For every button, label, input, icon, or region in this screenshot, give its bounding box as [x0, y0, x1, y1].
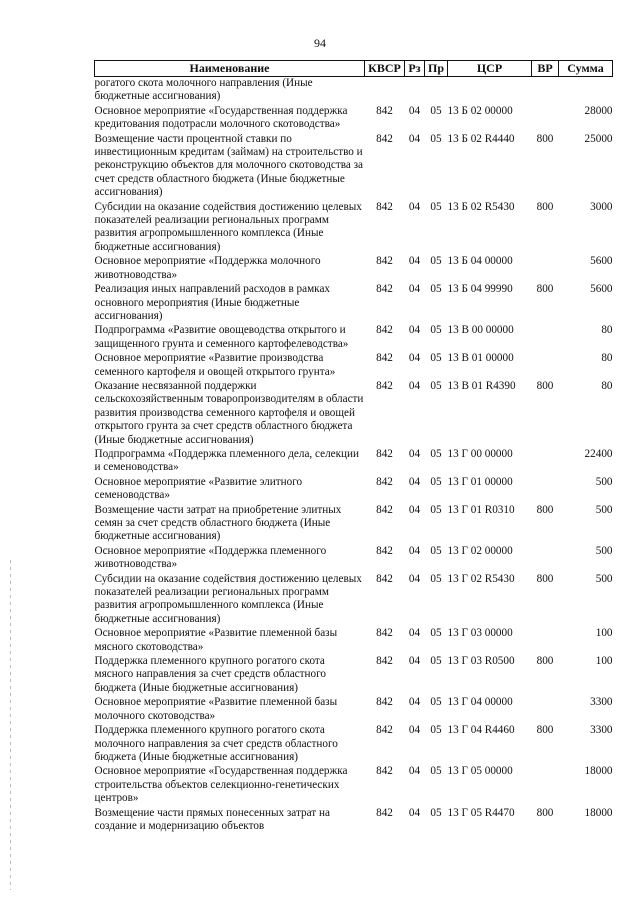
- cell-sum: 3000: [590, 200, 613, 213]
- table-row: [95, 807, 613, 835]
- cell-name: Подпрограмма «Развитие овощеводства открытого и защищенного грунта и семенного картофелеводства»: [94, 324, 349, 350]
- header-kvsr: КВСР: [365, 61, 405, 77]
- cell-kvsr: 842: [376, 200, 393, 213]
- cell-kvsr: 842: [376, 627, 393, 640]
- cell-rz: 04: [408, 352, 421, 365]
- cell-sum: 100: [595, 655, 613, 668]
- cell-vr: [532, 77, 559, 105]
- cell-pr: 05: [430, 200, 442, 213]
- cell-csr: 13 Г 02 00000: [447, 544, 513, 557]
- cell-vr: [532, 324, 559, 352]
- cell-vr: [532, 545, 559, 573]
- cell-rz: 04: [408, 572, 421, 585]
- table-row: [95, 476, 613, 504]
- cell-name: Основное мероприятие «Государственная поддержка строительства объектов селекционно-генетических центров»: [94, 765, 348, 805]
- cell-rz: 04: [408, 544, 421, 557]
- cell-csr: 13 Г 00 00000: [447, 447, 513, 460]
- cell-name: Возмещение части затрат на приобретение элитных семян за счет средств областного бюджета (Иные бюджетные ассигнования): [94, 503, 342, 543]
- cell-pr: 05: [430, 806, 442, 819]
- cell-sum: 22400: [584, 447, 613, 460]
- cell-rz: 04: [408, 447, 421, 460]
- cell-kvsr: 842: [376, 544, 393, 557]
- header-sum: Сумма: [559, 61, 613, 77]
- cell-vr: 800: [536, 655, 554, 668]
- table-row: [95, 255, 613, 283]
- cell-kvsr: 842: [376, 255, 393, 268]
- cell-pr: 05: [430, 447, 442, 460]
- cell-rz: 04: [408, 655, 421, 668]
- cell-vr: [532, 105, 559, 133]
- cell-rz: 04: [408, 200, 421, 213]
- cell-kvsr: 842: [376, 806, 393, 819]
- table-row: [95, 105, 613, 133]
- cell-kvsr: 842: [376, 324, 393, 337]
- cell-vr: [532, 627, 559, 655]
- cell-sum: 80: [601, 324, 613, 337]
- cell-sum: 25000: [584, 132, 613, 145]
- cell-sum: 500: [595, 475, 613, 488]
- cell-name: Основное мероприятие «Поддержка племенного животноводства»: [94, 544, 327, 571]
- table-row: [95, 724, 613, 765]
- cell-csr: 13 Г 05 00000: [447, 765, 513, 778]
- cell-csr: 13 Б 04 00000: [447, 255, 513, 268]
- cell-csr: 13 Б 02 R4440: [447, 132, 515, 145]
- cell-csr: 13 Б 04 99990: [447, 283, 513, 296]
- table-row: [95, 655, 613, 696]
- cell-csr: 13 Б 02 R5430: [447, 200, 515, 213]
- cell-csr: 13 В 01 R4390: [447, 379, 516, 392]
- cell-csr: 13 Г 04 R4460: [447, 724, 515, 737]
- cell-rz: 04: [408, 132, 421, 145]
- cell-name: Оказание несвязанной поддержки сельскохозяйственным товаропроизводителям в области развития производства семенного картофеля и овощей открытого грунта за счет средств областного бюджета (Иные бюджетные ассигнования): [94, 379, 364, 446]
- table-row: [95, 324, 613, 352]
- cell-kvsr: 842: [376, 572, 393, 585]
- cell-vr: [532, 696, 559, 724]
- table-header-row: [95, 61, 613, 77]
- cell-name: Основное мероприятие «Поддержка молочного животноводства»: [94, 255, 321, 281]
- cell-sum: 500: [595, 503, 613, 516]
- cell-kvsr: 842: [376, 447, 393, 460]
- cell-kvsr: 842: [376, 696, 393, 709]
- table-row: [95, 352, 613, 380]
- cell-kvsr: [365, 77, 405, 105]
- table-row: [95, 504, 613, 545]
- cell-vr: [532, 352, 559, 380]
- cell-sum: 80: [601, 379, 613, 392]
- scan-edge-mark: [10, 560, 11, 890]
- cell-sum: 5600: [590, 255, 613, 268]
- cell-name: Основное мероприятие «Развитие производства семенного картофеля и овощей открытого грунта»: [94, 352, 336, 378]
- cell-name: Подпрограмма «Поддержка племенного дела, селекции и семеноводства»: [94, 447, 360, 474]
- cell-csr: [448, 77, 532, 105]
- budget-table: [94, 60, 613, 834]
- cell-pr: 05: [430, 255, 442, 268]
- cell-pr: 05: [430, 572, 442, 585]
- header-vr: ВР: [532, 61, 559, 77]
- table-body: [95, 77, 613, 835]
- cell-csr: 13 Г 01 00000: [447, 475, 513, 488]
- cell-sum: 3300: [590, 724, 613, 737]
- cell-kvsr: 842: [376, 503, 393, 516]
- header-rz: Рз: [405, 61, 425, 77]
- cell-pr: 05: [430, 104, 442, 117]
- cell-rz: 04: [408, 806, 421, 819]
- cell-vr: 800: [536, 806, 554, 819]
- cell-vr: 800: [536, 132, 554, 145]
- cell-csr: 13 Г 01 R0310: [447, 503, 515, 516]
- header-name: Наименование: [95, 61, 365, 77]
- cell-pr: 05: [430, 283, 442, 296]
- cell-csr: 13 Б 02 00000: [447, 104, 513, 117]
- cell-pr: 05: [430, 132, 442, 145]
- cell-rz: 04: [408, 475, 421, 488]
- cell-rz: 04: [408, 255, 421, 268]
- cell-kvsr: 842: [376, 655, 393, 668]
- table-row: [95, 77, 613, 105]
- cell-name: Основное мероприятие «Развитие элитного семеноводства»: [94, 475, 303, 502]
- cell-rz: 04: [408, 324, 421, 337]
- cell-csr: 13 Г 03 R0500: [447, 655, 515, 668]
- cell-sum: 18000: [584, 765, 613, 778]
- cell-vr: 800: [536, 200, 554, 213]
- cell-name: Поддержка племенного крупного рогатого скота молочного направления за счет средств областного бюджета (Иные бюджетные ассигнования): [94, 724, 338, 763]
- cell-csr: 13 В 00 00000: [447, 324, 514, 337]
- cell-name: Реализация иных направлений расходов в рамках основного мероприятия (Иные бюджетные ассигнования): [94, 283, 331, 322]
- cell-name: Основное мероприятие «Государственная поддержка кредитования подотрасли молочного скотоводства»: [94, 104, 348, 131]
- table-row: [95, 448, 613, 476]
- cell-sum: 100: [595, 627, 613, 640]
- cell-pr: 05: [430, 655, 442, 668]
- table-row: [95, 133, 613, 201]
- cell-sum: [559, 77, 613, 105]
- cell-kvsr: 842: [376, 132, 393, 145]
- header-pr: Пр: [425, 61, 448, 77]
- table-row: [95, 283, 613, 324]
- table-row: [95, 201, 613, 256]
- cell-pr: 05: [430, 324, 442, 337]
- cell-pr: 05: [430, 765, 442, 778]
- cell-rz: 04: [408, 104, 421, 117]
- cell-kvsr: 842: [376, 352, 393, 365]
- cell-kvsr: 842: [376, 104, 393, 117]
- cell-name: Основное мероприятие «Развитие племенной базы молочного скотоводства»: [94, 696, 338, 722]
- cell-name: Поддержка племенного крупного рогатого скота мясного направления за счет средств областного бюджета (Иные бюджетные ассигнования): [94, 655, 327, 694]
- table-row: [95, 545, 613, 573]
- cell-pr: 05: [430, 544, 442, 557]
- cell-sum: 28000: [584, 104, 613, 117]
- cell-pr: 05: [430, 475, 442, 488]
- cell-pr: 05: [430, 503, 442, 516]
- cell-sum: 80: [601, 352, 613, 365]
- cell-pr: [425, 77, 448, 105]
- cell-sum: 18000: [584, 806, 613, 819]
- cell-pr: 05: [430, 379, 442, 392]
- cell-sum: 5600: [590, 283, 613, 296]
- table-row: [95, 573, 613, 628]
- header-csr: ЦСР: [448, 61, 532, 77]
- cell-csr: 13 Г 02 R5430: [447, 572, 515, 585]
- cell-pr: 05: [430, 627, 442, 640]
- cell-pr: 05: [430, 724, 442, 737]
- cell-rz: 04: [408, 379, 421, 392]
- cell-sum: 3300: [590, 696, 613, 709]
- table-row: [95, 627, 613, 655]
- table-row: [95, 380, 613, 448]
- cell-kvsr: 842: [376, 765, 393, 778]
- cell-rz: 04: [408, 627, 421, 640]
- cell-vr: 800: [536, 379, 554, 392]
- cell-name: Возмещение части прямых понесенных затрат на создание и модернизацию объектов: [94, 806, 330, 832]
- cell-rz: 04: [408, 696, 421, 709]
- cell-pr: 05: [430, 696, 442, 709]
- cell-csr: 13 Г 03 00000: [447, 627, 513, 640]
- cell-rz: 04: [408, 283, 421, 296]
- cell-rz: 04: [408, 765, 421, 778]
- cell-kvsr: 842: [376, 283, 393, 296]
- cell-vr: [532, 765, 559, 806]
- cell-csr: 13 Г 04 00000: [447, 696, 513, 709]
- cell-vr: 800: [536, 283, 554, 296]
- cell-vr: 800: [536, 503, 554, 516]
- cell-kvsr: 842: [376, 379, 393, 392]
- cell-name: рогатого скота молочного направления (Иные бюджетные ассигнования): [94, 77, 313, 103]
- cell-vr: [532, 476, 559, 504]
- cell-vr: [532, 448, 559, 476]
- cell-csr: 13 Г 05 R4470: [447, 806, 515, 819]
- cell-csr: 13 В 01 00000: [447, 352, 514, 365]
- cell-name: Возмещение части процентной ставки по инвестиционным кредитам (займам) на строительство и реконструкцию объектов для молочного скотоводства за счет средств областного бюджета (Иные бюджетные ассигнования): [94, 132, 364, 199]
- cell-vr: 800: [536, 724, 554, 737]
- page-number: 94: [314, 36, 326, 50]
- cell-kvsr: 842: [376, 724, 393, 737]
- cell-rz: [405, 77, 425, 105]
- cell-name: Субсидии на оказание содействия достижению целевых показателей реализации региональных программ развития агропромышленного комплекса (Иные бюджетные ассигнования): [94, 572, 362, 625]
- cell-rz: 04: [408, 503, 421, 516]
- table-row: [95, 696, 613, 724]
- cell-pr: 05: [430, 352, 442, 365]
- cell-sum: 500: [595, 572, 613, 585]
- cell-vr: [532, 255, 559, 283]
- cell-name: Субсидии на оказание содействия достижению целевых показателей реализации региональных программ развития агропромышленного комплекса (Иные бюджетные ассигнования): [94, 200, 362, 253]
- cell-vr: 800: [536, 572, 554, 585]
- cell-name: Основное мероприятие «Развитие племенной базы мясного скотоводства»: [94, 627, 338, 653]
- table-row: [95, 765, 613, 806]
- cell-rz: 04: [408, 724, 421, 737]
- cell-sum: 500: [595, 544, 613, 557]
- cell-kvsr: 842: [376, 475, 393, 488]
